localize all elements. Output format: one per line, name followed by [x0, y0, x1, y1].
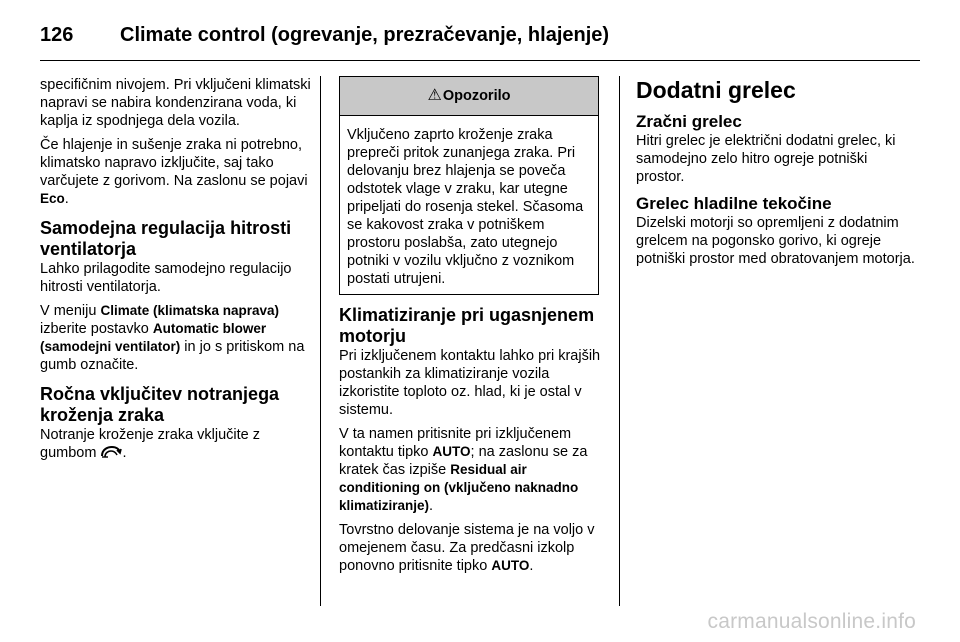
warning-body: Vključeno zaprto kroženje zraka prepreči pritok zunanjega zraka. Pri delovanju brez hlajenja se poveča odstotek vlage v zraku, kar utegne pripeljati do rosenja stekel. Sčasoma se kakovost zraka v potniškem prostoru poslabša, zato utegnejo potniki v vozilu vključno z voznikom postati utrujeni. — [347, 127, 584, 287]
menu-item: Automatic blower (samodejni ventilator) — [40, 321, 267, 354]
header-rule — [40, 60, 920, 61]
auto-key-label: AUTO — [432, 444, 471, 459]
column-separator — [619, 76, 620, 606]
page-title: Climate control (ogrevanje, prezračevanje, hlajenje) — [120, 24, 610, 46]
auto-key-label: AUTO — [491, 558, 530, 573]
text: V ta namen pritisnite pri izključenem kontaktu tipko — [339, 426, 572, 460]
text: Notranje kroženje zraka vključite z gumbom — [40, 427, 261, 461]
heading-auxiliary-heater: Dodatni grelec — [636, 77, 796, 103]
display-message: Residual air conditioning on (vključeno naknadno klimatiziranje) — [339, 462, 579, 513]
text: . — [429, 498, 434, 514]
warning-triangle-icon: ⚠ — [427, 87, 442, 104]
menu-name: Climate (klimatska naprava) — [100, 303, 280, 318]
column-left — [40, 76, 312, 470]
air-recirculation-icon — [100, 445, 122, 464]
page-number: 126 — [40, 24, 74, 46]
paragraph — [40, 426, 312, 464]
paragraph: Hitri grelec je električni dodatni grelec, ki samodejno zelo hitro ogreje potniški prostor. — [636, 133, 896, 185]
paragraph — [40, 136, 312, 208]
heading-coolant-heater: Grelec hladilne tekočine — [636, 194, 832, 213]
text: ; na zaslonu se za kratek čas izpiše — [339, 444, 588, 478]
text: . — [122, 445, 127, 461]
heading-fan-speed: Samodejna regulacija hitrosti ventilatorja — [40, 218, 292, 259]
heading-engine-off: Klimatiziranje pri ugasnjenem motorju — [339, 305, 595, 346]
column-separator — [320, 76, 321, 606]
warning-box — [339, 76, 599, 295]
paragraph — [40, 302, 312, 374]
eco-label: Eco — [40, 191, 65, 206]
page-header — [40, 24, 920, 64]
paragraph: Pri izključenem kontaktu lahko pri krajših postankih za klimatiziranje vozila izkoristite toploto oz. hlad, ki je ostal v sistemu. — [339, 348, 601, 418]
paragraph: specifičnim nivojem. Pri vključeni klimatski napravi se nabira kondenzirana voda, ki kaplja iz spodnjega dela vozila. — [40, 77, 311, 129]
text: . — [529, 558, 534, 574]
paragraph: Dizelski motorji so opremljeni z dodatnim grelcem na pogonsko gorivo, ki ogreje potniški prostor med obratovanjem motorja. — [636, 215, 915, 267]
paragraph: Lahko prilagodite samodejno regulacijo hitrosti ventilatorja. — [40, 261, 292, 295]
text: Tovrstno delovanje sistema je na voljo v omejenem času. Za predčasni izkolp ponovno pritisnite tipko — [339, 522, 595, 574]
heading-recirculation: Ročna vključitev notranjega kroženja zraka — [40, 384, 280, 425]
warning-header — [340, 77, 598, 116]
column-middle — [339, 76, 605, 581]
warning-title: Opozorilo — [442, 88, 511, 104]
paragraph — [339, 521, 605, 575]
column-right — [636, 76, 916, 274]
paragraph — [339, 425, 605, 515]
text: Če hlajenje in sušenje zraka ni potrebno, klimatsko napravo izključite, saj tako varčujete z gorivom. Na zaslonu se pojavi — [40, 137, 308, 189]
text: in jo s pritiskom na gumb označite. — [40, 339, 305, 373]
text: . — [64, 191, 69, 207]
text: izberite postavko — [40, 321, 153, 337]
text: V meniju — [40, 303, 101, 319]
watermark: carmanualsonline.info — [707, 610, 916, 633]
heading-air-heater: Zračni grelec — [636, 112, 742, 131]
